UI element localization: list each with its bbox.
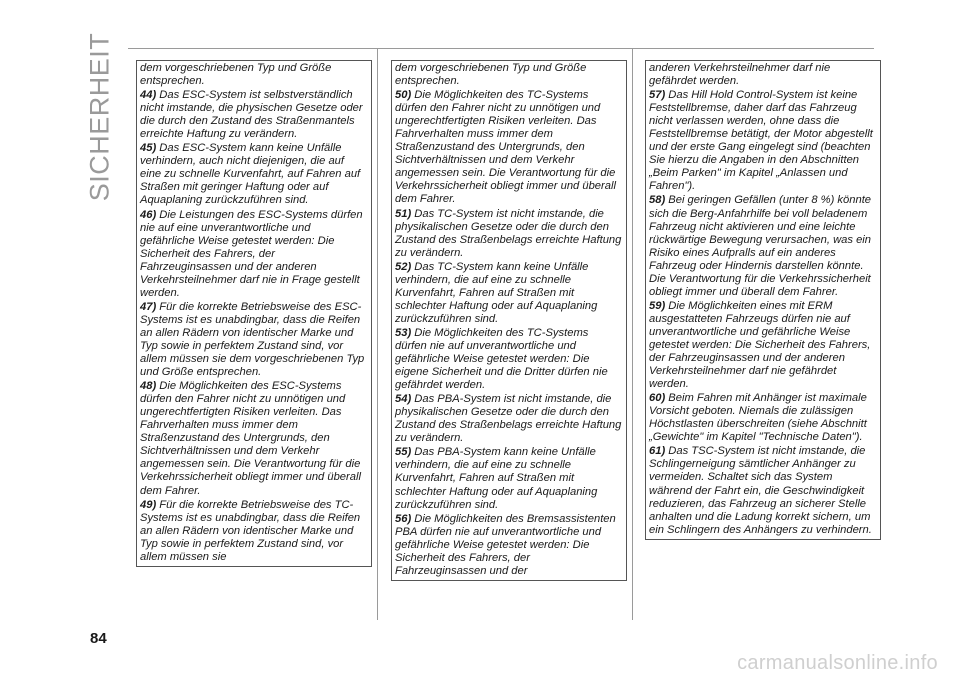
safety-note (140, 142, 368, 207)
safety-note (649, 445, 877, 536)
column-divider (377, 48, 378, 620)
note-text: Das TC-System kann keine Unfälle verhindern, die auf eine zu schnelle Kurvenfahrt, Fahren auf Straßen mit schlechter Haftung oder auf Aquaplaning zurückzuführen sind. (395, 260, 598, 325)
section-title-text: SICHERHEIT (84, 32, 115, 202)
watermark: carmanualsonline.info (737, 652, 938, 674)
page-number: 84 (90, 630, 107, 647)
note-text: Das PBA-System ist nicht imstande, die physikalischen Gesetze oder die durch den Zustand des Straßenbelags erreichte Haftung zu verändern. (395, 393, 622, 445)
note-number: 46) (140, 208, 157, 221)
notes-column-2 (391, 60, 627, 581)
note-text: Das TSC-System ist nicht imstande, die Schlingerneigung sämtlicher Anhänger zu vermeiden. Schaltet sich das System während der Fahrt ein, die Geschwindigkeit reduzieren, das Fahrzeug an sicherer Stelle anhalten und die Ladung korrekt sichern, um ein Schlingern des Anhängers zu verhindern. (649, 445, 872, 536)
safety-note (140, 301, 368, 379)
safety-note (395, 261, 623, 326)
note-text: Für die korrekte Betriebsweise des TC-Systems ist es unabdingbar, dass die Reifen an allen Rädern von identischer Marke und Typ sowie in perfektem Zustand sind, vor allem müssen sie (140, 498, 361, 563)
note-number: 45) (140, 142, 157, 155)
safety-note (395, 513, 623, 578)
note-number: 60) (649, 392, 666, 405)
note-number: 56) (395, 512, 412, 525)
note-text: Das Hill Hold Control-System ist keine Feststellbremse, daher darf das Fahrzeug nicht verlassen werden, ohne dass die Feststellbremse betätigt, der Motor abgestellt und der erste Gang eingelegt sind (beachten Sie hierzu die Angaben in den Abschnitten „Beim Parken" im Kapitel „Anlassen und Fahren"). (649, 89, 873, 193)
safety-note (140, 89, 368, 141)
note-number: 61) (649, 445, 666, 458)
safety-note (140, 499, 368, 564)
column-divider (632, 48, 633, 620)
notes-column-3 (645, 60, 881, 540)
header-rule (128, 48, 874, 49)
safety-note (140, 209, 368, 300)
note-number: 50) (395, 89, 412, 102)
safety-note (395, 89, 623, 206)
note-number: 47) (140, 300, 157, 313)
note-text: Bei geringen Gefällen (unter 8 %) könnte sich die Berg-Anfahrhilfe bei voll beladenem Fahrzeug nicht aktivieren und eine leichte rückwärtige Bewegung verursachen, was ein Risiko eines Aufpralls auf ein anderes Fahrzeug oder Hindernis darstellen könnte. Die Verantwortung für die Verkehrssicherheit obliegt immer und überall dem Fahrer. (649, 194, 872, 298)
note-text: Das ESC-System kann keine Unfälle verhindern, auch nicht diejenigen, die auf eine zu schnelle Kurvenfahrt, auf Fahren auf Straßen mit geringer Haftung oder auf Aquaplaning zurückzuführen sind. (140, 142, 361, 207)
note-number: 55) (395, 446, 412, 459)
safety-note (649, 194, 877, 298)
note-number: 52) (395, 260, 412, 273)
note-continuation: dem vorgeschriebenen Typ und Größe entsprechen. (140, 62, 332, 88)
note-number: 51) (395, 207, 412, 220)
safety-note (649, 300, 877, 391)
note-text: Die Möglichkeiten des TC-Systems dürfen nie auf unverantwortliche und gefährliche Weise getestet werden: Die eigene Sicherheit und die Dritter dürfen nie gefährdet werden. (395, 326, 608, 392)
note-text: Für die korrekte Betriebsweise des ESC-Systems ist es unabdingbar, dass die Reifen an allen Rädern von identischer Marke und Typ sowie in perfektem Zustand sind, vor allem müssen sie dem vorgeschriebenen Typ und Größe entsprechen. (140, 300, 365, 379)
note-continuation: anderen Verkehrsteilnehmer darf nie gefährdet werden. (649, 62, 831, 88)
note-text: Die Leistungen des ESC-Systems dürfen nie auf eine unverantwortliche und gefährliche Weise getestet werden: Die Sicherheit des Fahrers, der Fahrzeuginsassen und der anderen Verkehrsteilnehmer darf nie in Frage gestellt werden. (140, 208, 363, 299)
safety-note (395, 327, 623, 392)
safety-note (395, 208, 623, 260)
note-number: 44) (140, 89, 157, 102)
safety-note (395, 446, 623, 511)
note-number: 48) (140, 380, 157, 393)
note-text: Die Möglichkeiten eines mit ERM ausgestatteten Fahrzeugs dürfen nie auf unverantwortliche und gefährliche Weise getestet werden: Die Sicherheit des Fahrers, der Fahrzeuginsassen und der anderen Verkehrsteilnehmer darf nie gefährdet werden. (649, 299, 871, 391)
safety-note (395, 393, 623, 445)
notes-column-1 (136, 60, 372, 567)
note-text: Das PBA-System kann keine Unfälle verhindern, die auf eine zu schnelle Kurvenfahrt, Fahren auf Straßen mit schlechter Haftung oder auf Aquaplaning zurückzuführen sind. (395, 446, 598, 511)
note-number: 58) (649, 194, 666, 207)
note-text: Das ESC-System ist selbstverständlich nicht imstande, die physischen Gesetze oder die durch den Zustand des Straßenmantels erreichte Haftung zu verändern. (140, 89, 363, 141)
safety-note (649, 89, 877, 193)
note-text: Die Möglichkeiten des TC-Systems dürfen den Fahrer nicht zu unnötigen und ungerechtfertigten Risiken verleiten. Das Fahrverhalten muss immer dem Straßenzustand des Untergrunds, den Sichtverhältnissen und dem Verkehr angemessen sein. Die Verantwortung für die Verkehrssicherheit obliegt immer und überall dem Fahrer. (395, 89, 616, 206)
note-text: Die Möglichkeiten des ESC-Systems dürfen den Fahrer nicht zu unnötigen und ungerechtfertigten Risiken verleiten. Das Fahrverhalten muss immer dem Straßenzustand des Untergrunds, den Sichtverhältnissen und dem Verkehr angemessen sein. Die Verantwortung für die Verkehrssicherheit obliegt immer und überall dem Fahrer. (140, 380, 361, 497)
note-number: 57) (649, 89, 666, 102)
note-number: 53) (395, 326, 412, 339)
note-continuation: dem vorgeschriebenen Typ und Größe entsprechen. (395, 62, 587, 88)
note-text: Die Möglichkeiten des Bremsassistenten PBA dürfen nie auf unverantwortliche und gefährliche Weise getestet werden: Die Sicherheit des Fahrers, der Fahrzeuginsassen und der (395, 512, 616, 577)
safety-note (140, 380, 368, 497)
section-title (82, 32, 118, 202)
note-text: Das TC-System ist nicht imstande, die physikalischen Gesetze oder die durch den Zustand des Straßenbelags erreichte Haftung zu verändern. (395, 207, 622, 259)
note-number: 49) (140, 498, 157, 511)
note-number: 59) (649, 299, 666, 312)
safety-note (649, 392, 877, 444)
note-number: 54) (395, 393, 412, 406)
note-text: Beim Fahren mit Anhänger ist maximale Vorsicht geboten. Niemals die zulässigen Höchstlasten überschreiten (siehe Abschnitt „Gewichte" im Kapitel "Technische Daten"). (649, 392, 867, 444)
